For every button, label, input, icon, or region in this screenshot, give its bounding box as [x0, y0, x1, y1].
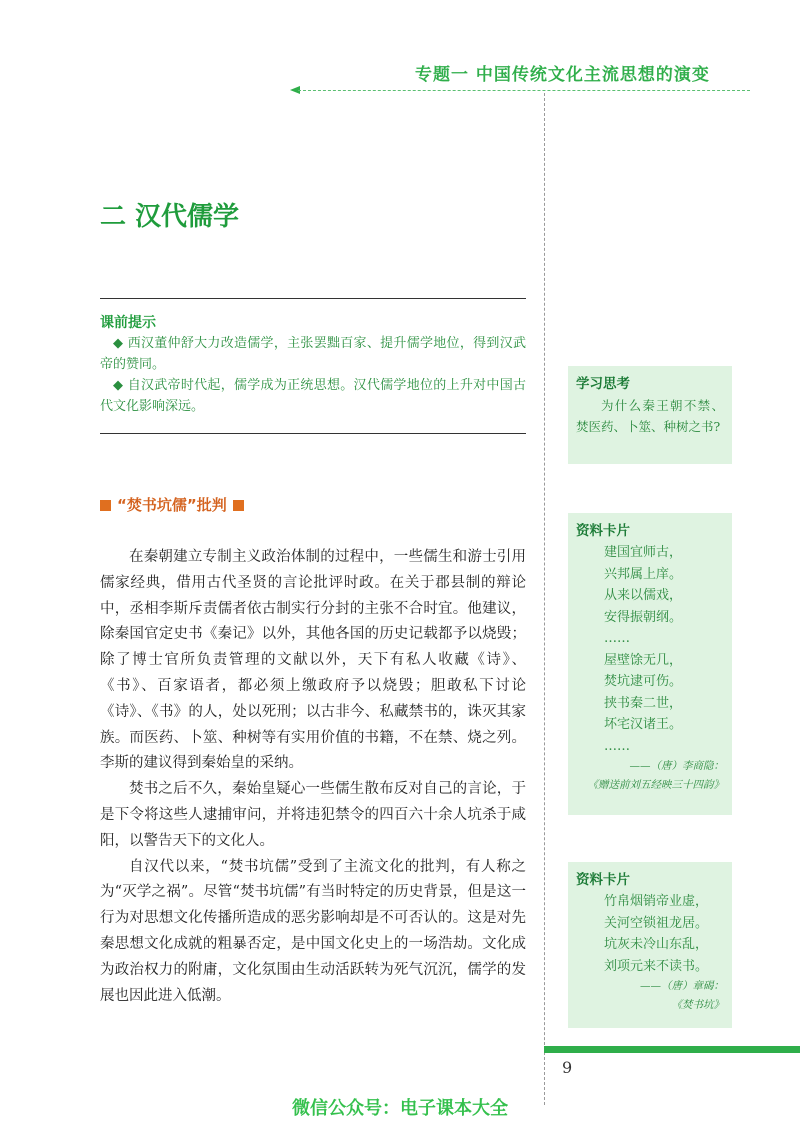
study-thinking-box [568, 366, 732, 464]
poem-line: 关河空锁祖龙居。 [604, 915, 709, 931]
resource-card [568, 862, 732, 1028]
body-text [100, 545, 526, 1009]
study-thinking-text: 为什么秦王朝不禁、焚医药、卜筮、种树之书? [576, 398, 724, 434]
poem-line: 坏宅汉诸王。 [604, 717, 683, 732]
header-divider [298, 90, 750, 91]
poem-line: 兴邦属上庠。 [604, 566, 683, 582]
resource-card-title: 资料卡片 [576, 523, 630, 539]
preview-bottom-rule [100, 433, 526, 434]
column-divider [544, 93, 545, 1105]
study-thinking-title: 学习思考 [576, 376, 630, 392]
poem-line: 刘项元来不读书。 [604, 958, 709, 974]
subsection-title: “焚书坑儒”批判 [117, 496, 227, 514]
poem-source: 《赠送前刘五经映三十四韵》 [587, 779, 724, 791]
subsection-heading [100, 494, 244, 515]
page-number: 9 [562, 1058, 573, 1077]
poem-line: 焚坑逮可伤。 [604, 674, 683, 689]
poem-line: 挟书秦二世， [604, 695, 683, 711]
preview-list [100, 333, 526, 417]
preview-heading: 课前提示 [100, 315, 156, 331]
chapter-header-title: 专题一 中国传统文化主流思想的演变 [415, 65, 710, 85]
resource-card-title: 资料卡片 [576, 872, 630, 888]
poem-line: 从来以儒戏， [604, 588, 683, 603]
body-paragraph: 在秦朝建立专制主义政治体制的过程中，一些儒生和游士引用儒家经典，借用古代圣贤的言论批评时政。在关于郡县制的辩论中，丞相李斯斥责儒者依古制实行分封的主张不合时宜。他建议，除秦国官定史书《秦记》以外，其他各国的历史记载都予以烧毁；除了博士官所负责管理的文献以外，天下有私人收藏《诗》、《书》、百家语者，都必须上缴政府予以烧毁；胆敢私下讨论《诗》、《书》的人，处以死刑；以古非今、私藏禁书的，诛灭其家族。而医药、卜筮、种树等有实用价值的书籍，不在禁、烧之列。李斯的建议得到秦始皇的采纳。 [100, 549, 526, 772]
poem-line: 安得振朝纲。 [604, 609, 683, 625]
section-title: 二 汉代儒学 [100, 202, 240, 232]
poem-line: 竹帛烟销帝业虚， [604, 894, 709, 909]
body-paragraph: 自汉代以来，“焚书坑儒”受到了主流文化的批判，有人称之为“灭学之祸”。尽管“焚书坑儒”有当时特定的历史背景，但是这一行为对思想文化传播所造成的恶劣影响却是不可否认的。这是对先秦思想文化成就的粗暴否定，是中国文化史上的一场浩劫。文化成为政治权力的附庸，文化氛围由生动活跃转为死气沉沉，儒学的发展也因此进入低潮。 [100, 858, 526, 1004]
poem-author: ——（唐）章碣： [640, 980, 724, 992]
poem-line: 坑灰未冷山东乱， [604, 937, 709, 952]
poem-line: 建国宜师古， [604, 545, 683, 560]
preview-item: ◆ 西汉董仲舒大力改造儒学，主张罢黜百家、提升儒学地位，得到汉武帝的赞同。 [100, 336, 526, 372]
poem-line: …… [604, 738, 630, 754]
footer-watermark: 微信公众号：电子课本大全 [292, 1098, 508, 1119]
square-bullet-icon [100, 500, 111, 511]
preview-top-rule [100, 298, 526, 299]
footer-bar [544, 1046, 800, 1053]
poem-source: 《焚书坑》 [671, 999, 724, 1011]
poem-line: 屋壁馀无几， [604, 652, 683, 668]
square-bullet-icon [233, 500, 244, 511]
resource-card [568, 513, 732, 815]
body-paragraph: 焚书之后不久，秦始皇疑心一些儒生散布反对自己的言论，于是下令将这些人逮捕审问，并将违犯禁令的四百六十余人坑杀于咸阳，以警告天下的文化人。 [100, 781, 526, 849]
poem-author: ——（唐）李商隐： [629, 760, 724, 772]
poem-line: …… [604, 631, 630, 646]
preview-item: ◆ 自汉武帝时代起，儒学成为正统思想。汉代儒学地位的上升对中国古代文化影响深远。 [100, 378, 526, 414]
